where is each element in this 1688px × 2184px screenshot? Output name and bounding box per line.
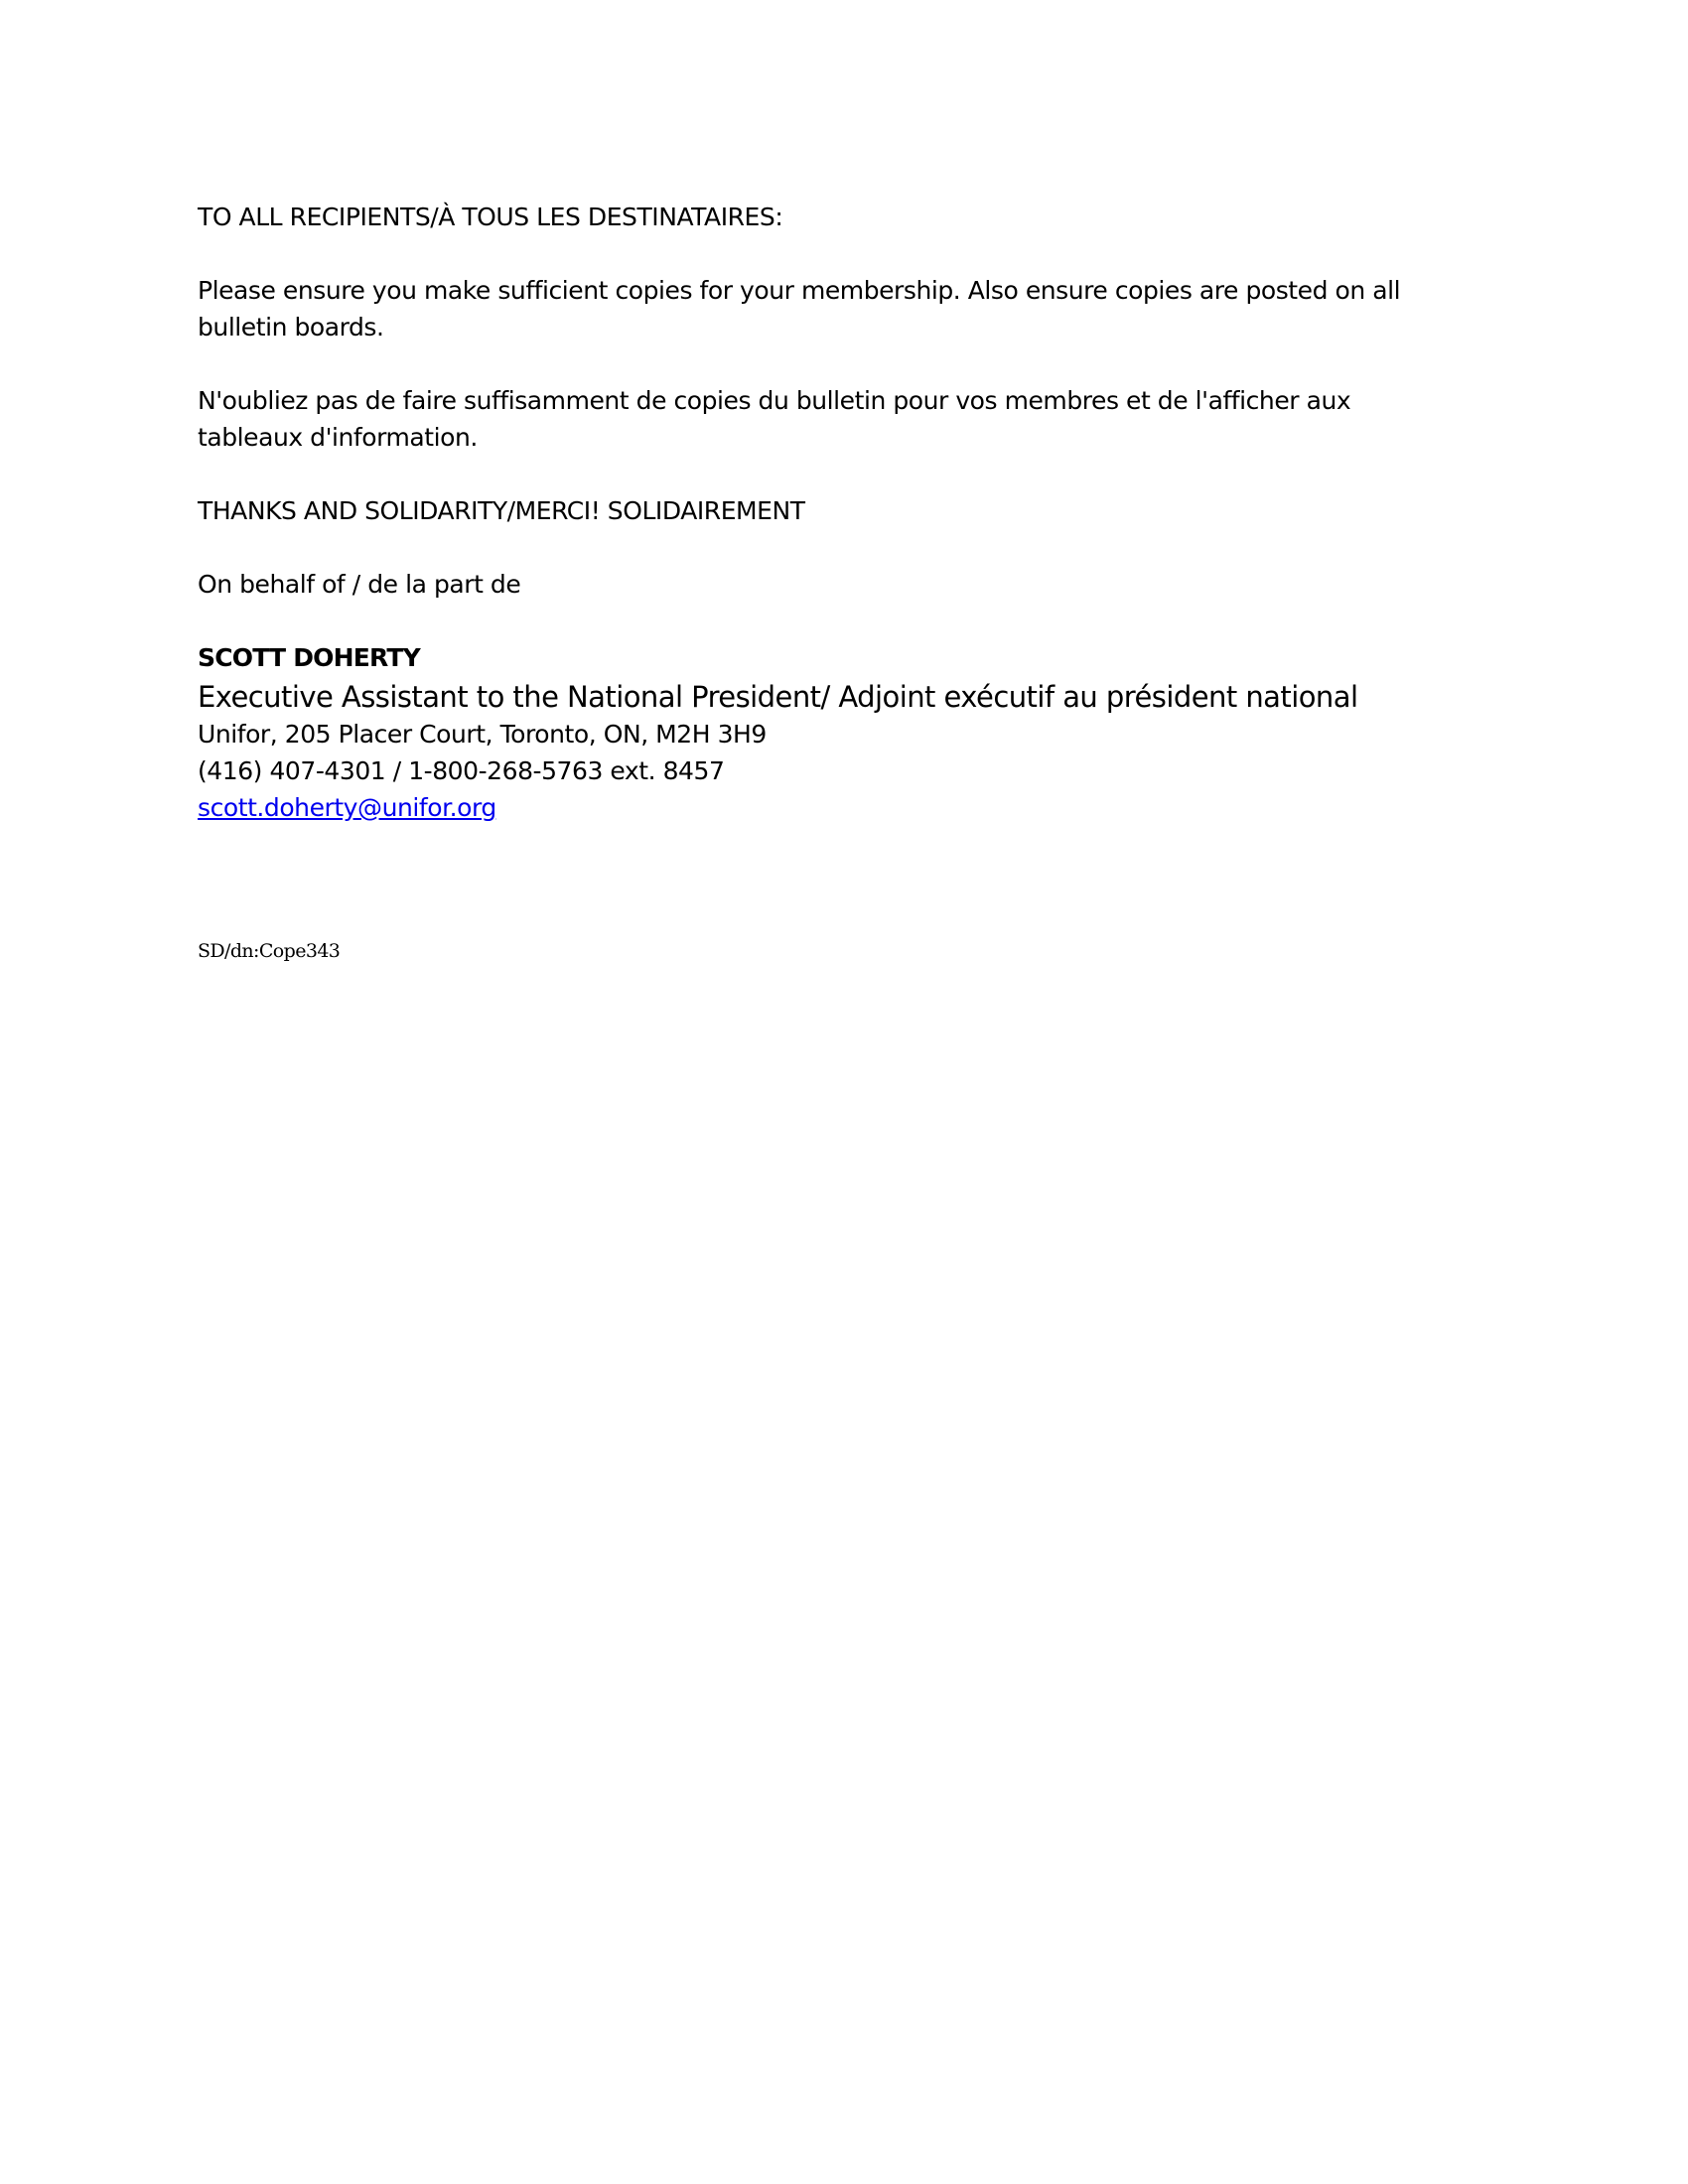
- english-paragraph-line-2: bulletin boards.: [198, 313, 384, 341]
- signature-email-link[interactable]: scott.doherty@unifor.org: [198, 793, 496, 822]
- signature-title: Executive Assistant to the National President/ Adjoint exécutif au président national: [198, 680, 1358, 714]
- french-paragraph-line-2: tableaux d'information.: [198, 423, 478, 452]
- french-paragraph-line-1: N'oubliez pas de faire suffisamment de copies du bulletin pour vos membres et de l'afficher aux: [198, 386, 1351, 415]
- reference-code: SD/dn:Cope343: [198, 940, 341, 962]
- salutation: TO ALL RECIPIENTS/À TOUS LES DESTINATAIRES:: [198, 203, 783, 231]
- closing-line: THANKS AND SOLIDARITY/MERCI! SOLIDAIREMENT: [198, 496, 805, 525]
- signature-name: SCOTT DOHERTY: [198, 643, 420, 672]
- signature-address: Unifor, 205 Placer Court, Toronto, ON, M2H 3H9: [198, 720, 767, 749]
- english-paragraph-line-1: Please ensure you make sufficient copies for your membership. Also ensure copies are posted on all: [198, 276, 1401, 305]
- signature-phone: (416) 407-4301 / 1-800-268-5763 ext. 8457: [198, 756, 725, 785]
- on-behalf-line: On behalf of / de la part de: [198, 570, 521, 599]
